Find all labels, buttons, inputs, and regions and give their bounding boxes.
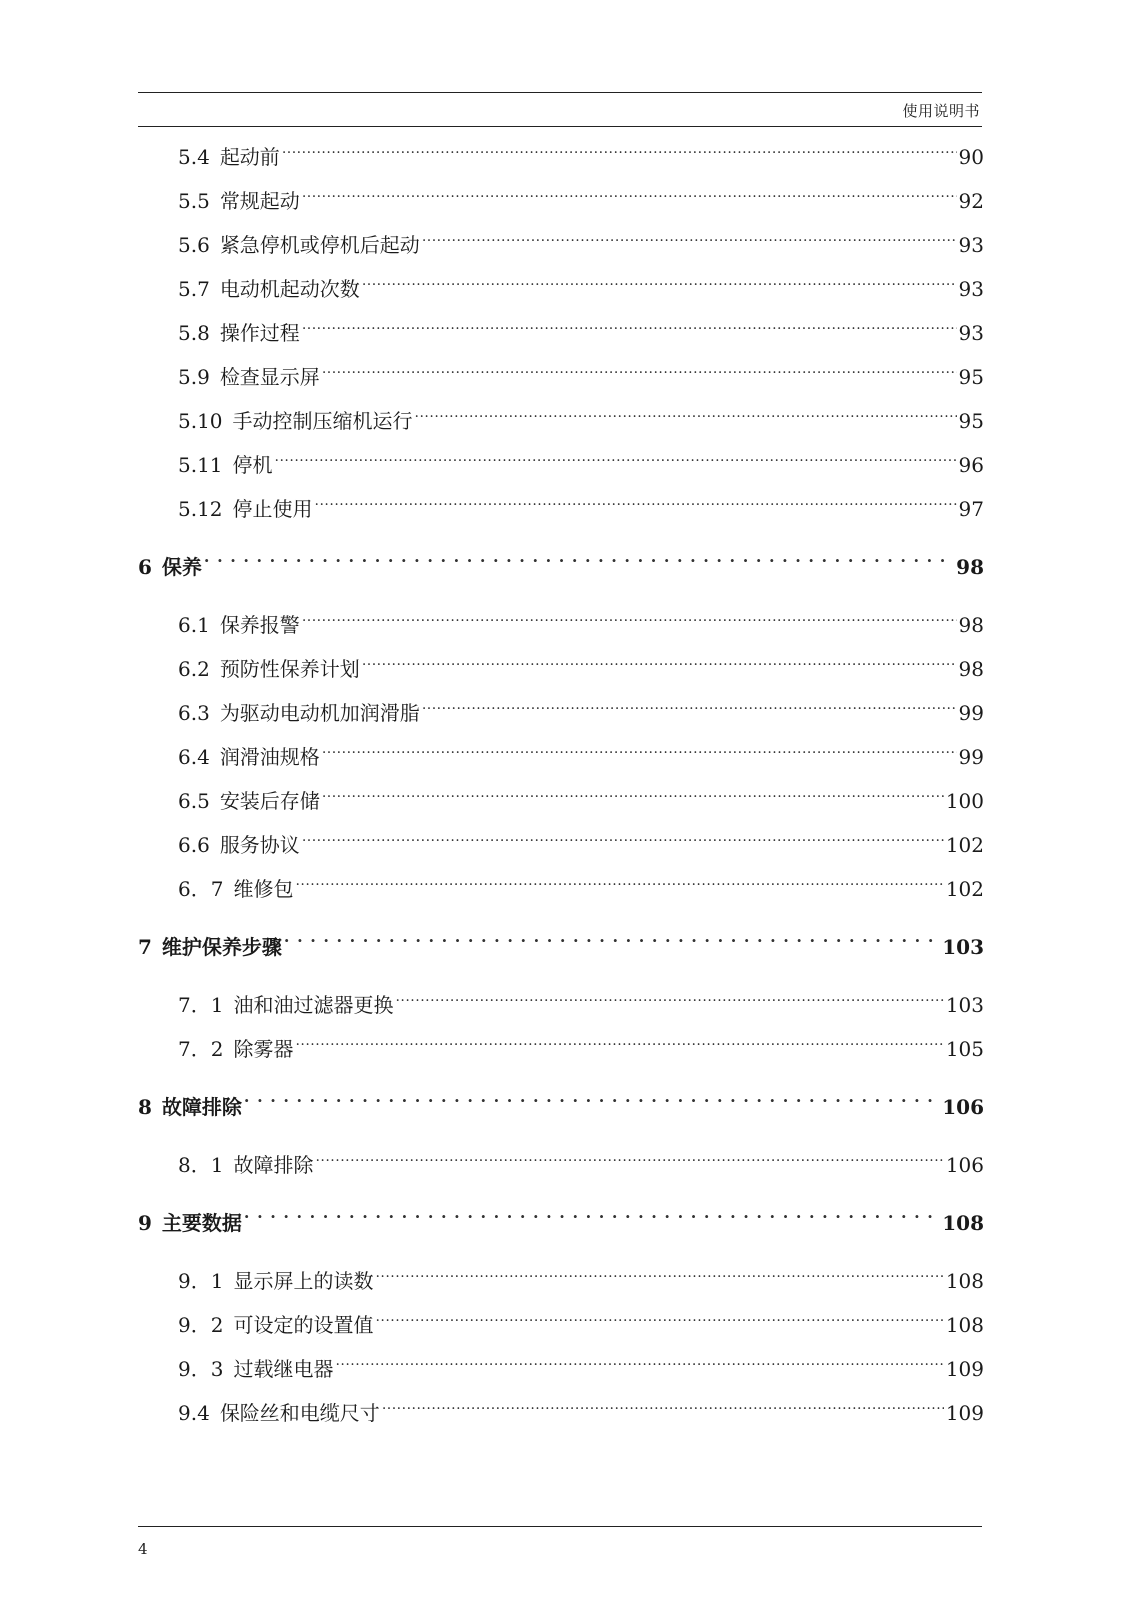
- toc-entry-title: 保养报警: [219, 613, 300, 637]
- toc-entry-title: 显示屏上的读数: [233, 1269, 374, 1293]
- toc-dot-leader: [295, 1022, 943, 1056]
- toc-dot-leader: [362, 262, 957, 296]
- toc-dot-leader: [295, 862, 943, 896]
- toc-dot-leader: [395, 978, 943, 1012]
- toc-entry-number: 6: [138, 555, 152, 579]
- toc-section-entry[interactable]: [138, 774, 984, 813]
- toc-entry-title: 保养: [161, 555, 202, 579]
- toc-entry-page-number: 96: [958, 453, 984, 477]
- toc-section-entry[interactable]: [138, 482, 984, 521]
- toc-entry-title: 紧急停机或停机后起动: [219, 233, 420, 257]
- toc-dot-leader: [315, 482, 957, 516]
- toc-entry-title: 维护保养步骤: [161, 935, 282, 959]
- toc-section-entry[interactable]: [138, 1138, 984, 1177]
- toc-dot-leader: [422, 686, 957, 720]
- toc-entry-number: 7．2: [178, 1037, 224, 1061]
- toc-section-entry[interactable]: [138, 350, 984, 389]
- toc-section-entry[interactable]: [138, 730, 984, 769]
- toc-entry-title: 除雾器: [233, 1037, 294, 1061]
- toc-entry-number: 6.1: [178, 613, 210, 637]
- toc-entry-number: 6.6: [178, 833, 210, 857]
- toc-entry-number: 9.4: [178, 1401, 210, 1425]
- toc-chapter-entry[interactable]: [138, 1080, 984, 1119]
- toc-dot-leader: [315, 1138, 943, 1172]
- toc-dot-leader: [375, 1298, 943, 1332]
- toc-section-entry[interactable]: [138, 1386, 984, 1425]
- toc-entry-page-number: 108: [945, 1269, 984, 1293]
- toc-entry-page-number: 105: [945, 1037, 984, 1061]
- toc-chapter-entry[interactable]: [138, 1196, 984, 1235]
- toc-entry-number: 5.7: [178, 277, 210, 301]
- toc-entry-title: 安装后存储: [219, 789, 320, 813]
- toc-entry-number: 9．2: [178, 1313, 224, 1337]
- toc-entry-title: 电动机起动次数: [219, 277, 360, 301]
- page-number: 4: [138, 1540, 148, 1558]
- toc-section-entry[interactable]: [138, 306, 984, 345]
- toc-entry-page-number: 97: [958, 497, 984, 521]
- toc-entry-page-number: 93: [958, 321, 984, 345]
- toc-entry-page-number: 95: [958, 365, 984, 389]
- toc-entry-title: 故障排除: [161, 1095, 242, 1119]
- toc-entry-page-number: 108: [945, 1313, 984, 1337]
- toc-dot-leader: [362, 642, 957, 676]
- toc-section-entry[interactable]: [138, 1298, 984, 1337]
- toc-entry-number: 7．1: [178, 993, 224, 1017]
- toc-entry-title: 起动前: [219, 145, 280, 169]
- toc-entry-page-number: 98: [956, 555, 984, 579]
- toc-entry-title: 保险丝和电缆尺寸: [219, 1401, 380, 1425]
- toc-section-entry[interactable]: [138, 686, 984, 725]
- toc-dot-leader: [302, 598, 957, 632]
- toc-dot-leader: [284, 920, 940, 954]
- toc-entry-page-number: 92: [958, 189, 984, 213]
- toc-section-entry[interactable]: [138, 130, 984, 169]
- toc-entry-title: 手动控制压缩机运行: [232, 409, 413, 433]
- toc-dot-leader: [244, 1080, 940, 1114]
- toc-entry-title: 常规起动: [219, 189, 300, 213]
- toc-dot-leader: [275, 438, 957, 472]
- toc-section-entry[interactable]: [138, 642, 984, 681]
- toc-entry-number: 5.12: [178, 497, 223, 521]
- toc-entry-page-number: 106: [945, 1153, 984, 1177]
- toc-entry-number: 5.4: [178, 145, 210, 169]
- toc-entry-page-number: 103: [942, 935, 984, 959]
- toc-section-entry[interactable]: [138, 262, 984, 301]
- toc-entry-page-number: 95: [958, 409, 984, 433]
- toc-entry-title: 过载继电器: [233, 1357, 334, 1381]
- toc-section-entry[interactable]: [138, 1342, 984, 1381]
- toc-entry-number: 9．3: [178, 1357, 224, 1381]
- toc-dot-leader: [322, 730, 957, 764]
- toc-entry-number: 5.5: [178, 189, 210, 213]
- toc-dot-leader: [302, 174, 957, 208]
- toc-section-entry[interactable]: [138, 862, 984, 901]
- toc-entry-title: 可设定的设置值: [233, 1313, 374, 1337]
- toc-entry-number: 6.5: [178, 789, 210, 813]
- toc-entry-number: 7: [138, 935, 152, 959]
- toc-dot-leader: [282, 130, 957, 164]
- toc-dot-leader: [302, 818, 944, 852]
- toc-entry-number: 8．1: [178, 1153, 224, 1177]
- toc-entry-number: 8: [138, 1095, 152, 1119]
- toc-dot-leader: [335, 1342, 943, 1376]
- toc-section-entry[interactable]: [138, 818, 984, 857]
- header-rule-bottom: [138, 126, 982, 127]
- toc-entry-title: 检查显示屏: [219, 365, 320, 389]
- toc-entry-page-number: 93: [958, 233, 984, 257]
- toc-section-entry[interactable]: [138, 438, 984, 477]
- toc-entry-page-number: 90: [958, 145, 984, 169]
- toc-entry-title: 主要数据: [161, 1211, 242, 1235]
- toc-section-entry[interactable]: [138, 174, 984, 213]
- toc-entry-page-number: 93: [958, 277, 984, 301]
- toc-entry-number: 6.4: [178, 745, 210, 769]
- toc-entry-title: 为驱动电动机加润滑脂: [219, 701, 420, 725]
- toc-entry-page-number: 98: [958, 657, 984, 681]
- toc-entry-number: 5.6: [178, 233, 210, 257]
- toc-entry-page-number: 108: [942, 1211, 984, 1235]
- toc-entry-page-number: 109: [945, 1357, 984, 1381]
- toc-entry-page-number: 98: [958, 613, 984, 637]
- running-header-title: 使用说明书: [902, 102, 980, 120]
- toc-entry-page-number: 106: [942, 1095, 984, 1119]
- toc-entry-number: 9．1: [178, 1269, 224, 1293]
- toc-entry-page-number: 103: [945, 993, 984, 1017]
- toc-entry-number: 5.8: [178, 321, 210, 345]
- toc-entry-title: 故障排除: [233, 1153, 314, 1177]
- toc-entry-title: 服务协议: [219, 833, 300, 857]
- toc-dot-leader: [204, 540, 954, 574]
- toc-section-entry[interactable]: [138, 218, 984, 257]
- toc-entry-page-number: 109: [945, 1401, 984, 1425]
- header-rule-top: [138, 92, 982, 93]
- toc-entry-number: 5.11: [178, 453, 223, 477]
- toc-entry-number: 5.10: [178, 409, 223, 433]
- toc-entry-title: 预防性保养计划: [219, 657, 360, 681]
- toc-section-entry[interactable]: [138, 1254, 984, 1293]
- toc-entry-number: 6.2: [178, 657, 210, 681]
- toc-dot-leader: [302, 306, 957, 340]
- toc-entry-page-number: 99: [958, 745, 984, 769]
- toc-entry-number: 5.9: [178, 365, 210, 389]
- toc-section-entry[interactable]: [138, 978, 984, 1017]
- toc-entry-title: 停止使用: [232, 497, 313, 521]
- toc-dot-leader: [375, 1254, 943, 1288]
- toc-dot-leader: [422, 218, 957, 252]
- toc-entry-page-number: 102: [945, 833, 984, 857]
- toc-dot-leader: [322, 774, 944, 808]
- toc-dot-leader: [322, 350, 957, 384]
- toc-entry-number: 6．7: [178, 877, 224, 901]
- toc-section-entry[interactable]: [138, 394, 984, 433]
- toc-entry-page-number: 100: [945, 789, 984, 813]
- toc-entry-page-number: 102: [945, 877, 984, 901]
- footer-rule: [138, 1526, 982, 1527]
- toc-section-entry[interactable]: [138, 1022, 984, 1061]
- toc-entry-title: 油和油过滤器更换: [233, 993, 394, 1017]
- toc-section-entry[interactable]: [138, 598, 984, 637]
- toc-chapter-entry[interactable]: [138, 920, 984, 959]
- toc-entry-number: 6.3: [178, 701, 210, 725]
- toc-entry-title: 操作过程: [219, 321, 300, 345]
- toc-entry-title: 润滑油规格: [219, 745, 320, 769]
- toc-entry-title: 维修包: [233, 877, 294, 901]
- toc-entry-number: 9: [138, 1211, 152, 1235]
- toc-dot-leader: [244, 1196, 940, 1230]
- toc-dot-leader: [415, 394, 957, 428]
- toc-entry-page-number: 99: [958, 701, 984, 725]
- toc-chapter-entry[interactable]: [138, 540, 984, 579]
- toc-entry-title: 停机: [232, 453, 273, 477]
- toc-dot-leader: [382, 1386, 944, 1420]
